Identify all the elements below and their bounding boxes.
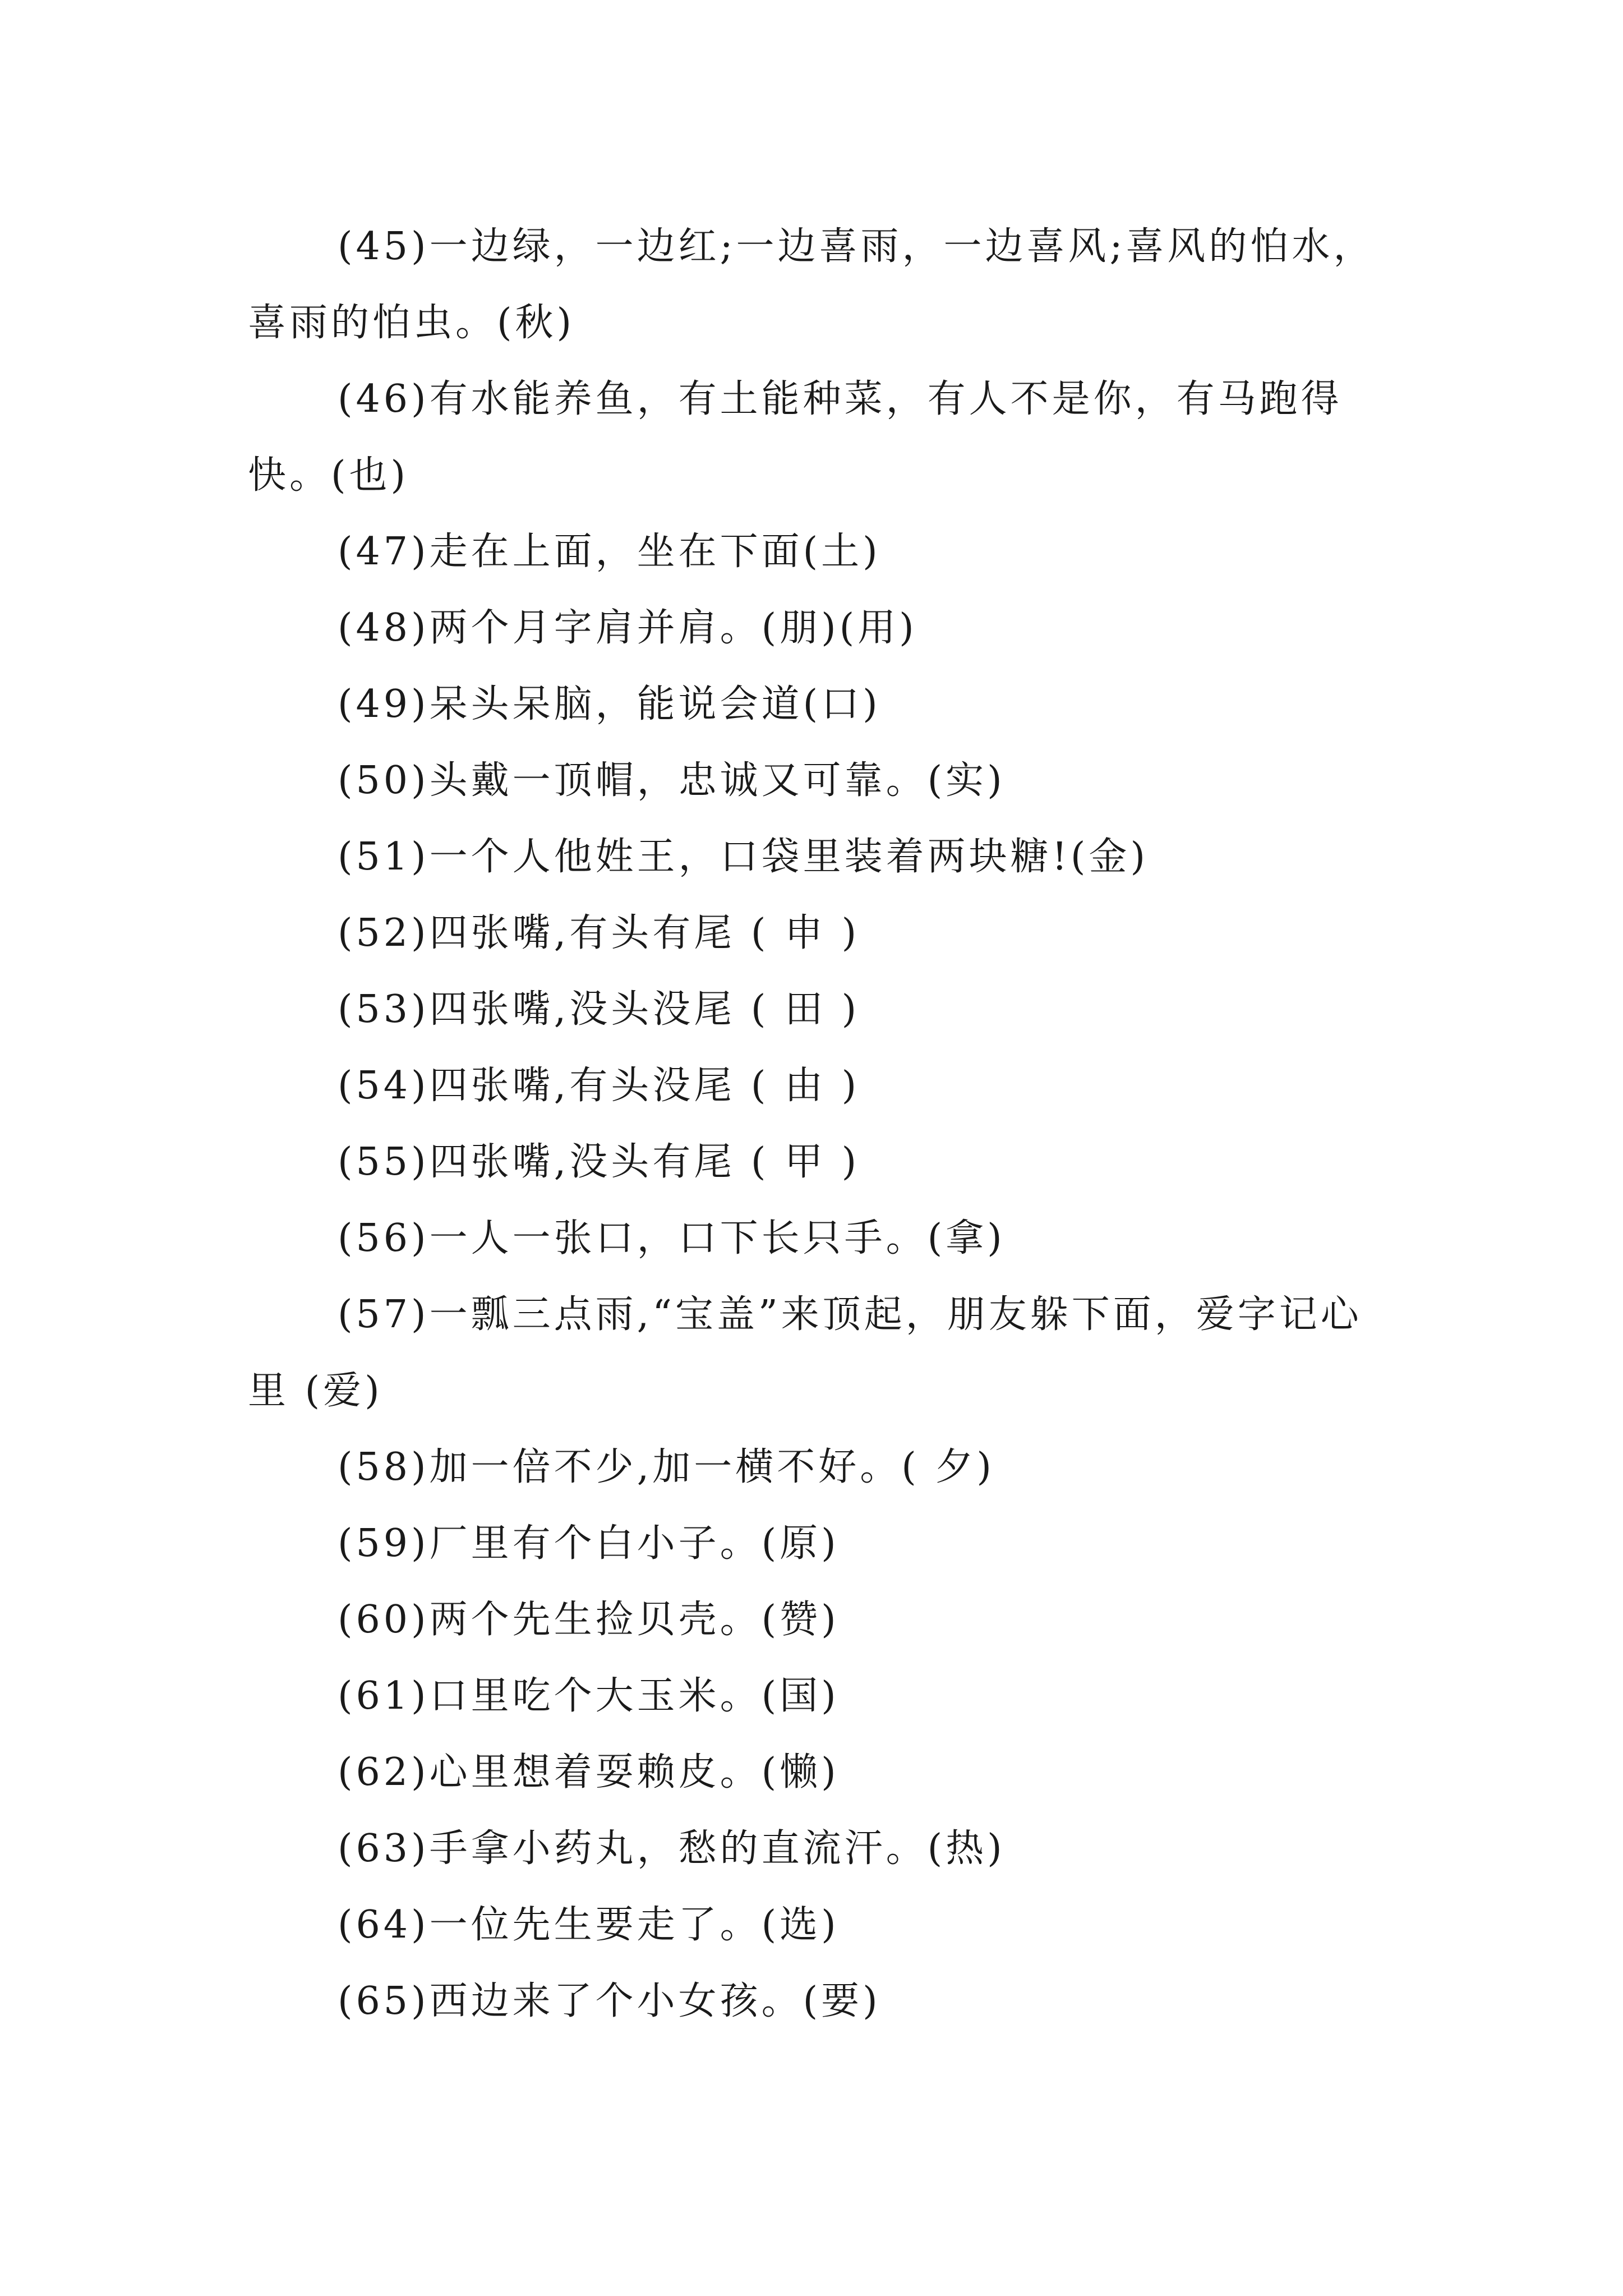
riddle-54: (54)四张嘴,有头没尾 ( 由 ) [338, 1064, 860, 1108]
riddle-64: (64)一位先生要走了。(选) [338, 1903, 840, 1947]
riddle-62: (62)心里想着耍赖皮。(懒) [338, 1750, 840, 1795]
riddle-52: (52)四张嘴,有头有尾 ( 申 ) [338, 911, 860, 955]
riddle-list [248, 209, 1386, 2040]
riddle-60: (60)两个先生捡贝壳。(赞) [338, 1598, 840, 1642]
riddle-58: (58)加一倍不少,加一横不好。( 夕) [338, 1445, 995, 1489]
riddle-59: (59)厂里有个白小子。(原) [338, 1521, 840, 1566]
riddle-65: (65)西边来了个小女孩。(要) [338, 1979, 881, 2023]
riddle-55: (55)四张嘴,没头有尾 ( 甲 ) [338, 1140, 860, 1184]
riddle-45: (45)一边绿，一边红;一边喜雨，一边喜风;喜风的怕水，喜雨的怕虫。(秋) [248, 224, 1375, 345]
riddle-56: (56)一人一张口，口下长只手。(拿) [338, 1216, 1006, 1260]
riddle-51: (51)一个人他姓王，口袋里装着两块糖!(金) [338, 835, 1149, 879]
riddle-57: (57)一瓢三点雨,“宝盖”来顶起，朋友躲下面，爱字记心里 (爱) [248, 1292, 1362, 1413]
riddle-63: (63)手拿小药丸，愁的直流汗。(热) [338, 1826, 1006, 1871]
riddle-50: (50)头戴一顶帽，忠诚又可靠。(实) [338, 758, 1006, 803]
riddle-46: (46)有水能养鱼，有土能种菜，有人不是你，有马跑得快。(也) [248, 377, 1343, 498]
riddle-47: (47)走在上面，坐在下面(土) [338, 530, 881, 574]
riddle-61: (61)口里吃个大玉米。(国) [338, 1674, 840, 1718]
riddle-53: (53)四张嘴,没头没尾 ( 田 ) [338, 987, 860, 1032]
riddle-48: (48)两个月字肩并肩。(朋)(用) [338, 606, 917, 650]
riddle-49: (49)呆头呆脑，能说会道(口) [338, 682, 881, 726]
